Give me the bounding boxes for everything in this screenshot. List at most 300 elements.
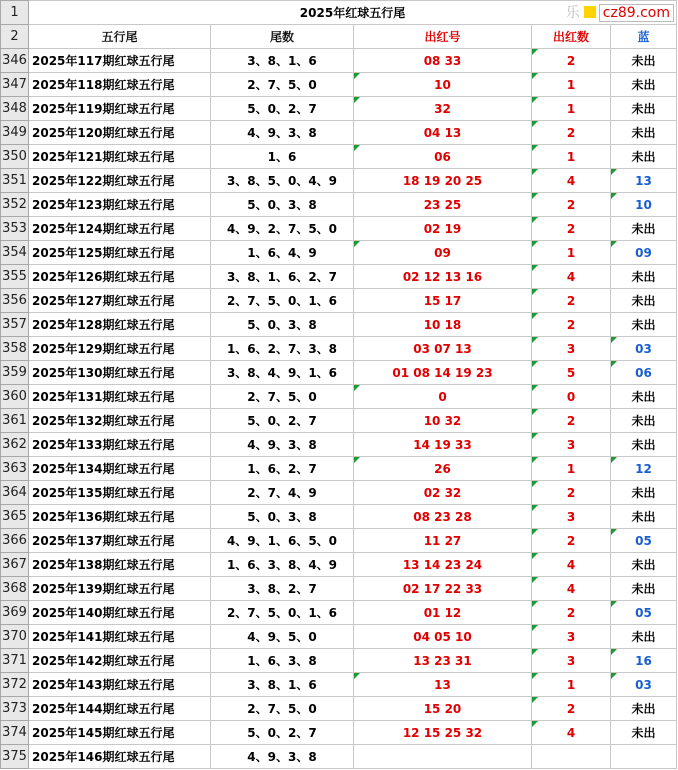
cell-flag-icon — [611, 241, 617, 247]
period-name-cell[interactable] — [29, 553, 211, 577]
tails-cell[interactable] — [211, 697, 354, 721]
red-numbers-cell-text: 04 05 10 — [413, 629, 472, 644]
tails-cell-text: 2、7、5、0 — [247, 78, 317, 92]
blue-cell-text: 未出 — [631, 510, 656, 524]
red-numbers-cell[interactable] — [354, 409, 532, 433]
period-name-cell[interactable] — [29, 745, 211, 769]
row-number-text: 349 — [2, 125, 27, 140]
blue-cell[interactable] — [611, 241, 677, 265]
row-number[interactable] — [1, 529, 29, 553]
blue-cell[interactable] — [611, 697, 677, 721]
blue-cell[interactable] — [611, 553, 677, 577]
tails-cell[interactable] — [211, 73, 354, 97]
red-count-cell-text: 1 — [566, 677, 576, 692]
tails-cell-text: 1、6、3、8、4、9 — [226, 558, 338, 572]
period-name-cell[interactable] — [29, 193, 211, 217]
period-name-cell[interactable] — [29, 697, 211, 721]
blue-cell[interactable] — [611, 289, 677, 313]
period-name-cell[interactable] — [29, 649, 211, 673]
blue-cell-text: 未出 — [631, 270, 656, 284]
period-name-cell[interactable] — [29, 481, 211, 505]
tails-cell-text: 1、6、2、7、3、8 — [226, 342, 338, 356]
period-name-cell[interactable] — [29, 601, 211, 625]
row-number[interactable] — [1, 721, 29, 745]
row-number-text: 366 — [2, 533, 27, 548]
table-row — [1, 265, 677, 289]
tails-cell-text: 4、9、3、8 — [247, 438, 317, 452]
red-count-cell-text: 2 — [566, 533, 576, 548]
blue-cell[interactable] — [611, 361, 677, 385]
blue-cell[interactable] — [611, 433, 677, 457]
tails-cell[interactable] — [211, 433, 354, 457]
blue-cell-text: 未出 — [631, 150, 656, 164]
tails-cell-text: 3、8、2、7 — [247, 582, 317, 596]
tails-cell[interactable] — [211, 505, 354, 529]
red-count-cell[interactable] — [532, 697, 611, 721]
row-number[interactable] — [1, 697, 29, 721]
tails-cell[interactable] — [211, 625, 354, 649]
red-numbers-cell[interactable] — [354, 745, 532, 769]
red-numbers-cell[interactable] — [354, 529, 532, 553]
red-count-cell[interactable] — [532, 577, 611, 601]
red-numbers-cell[interactable] — [354, 457, 532, 481]
table-row — [1, 49, 677, 73]
tails-cell[interactable] — [211, 409, 354, 433]
tails-cell[interactable] — [211, 529, 354, 553]
row-number[interactable] — [1, 337, 29, 361]
blue-cell[interactable] — [611, 745, 677, 769]
period-name-cell[interactable] — [29, 241, 211, 265]
blue-cell-text: 未出 — [631, 726, 656, 740]
cell-flag-icon — [354, 673, 360, 679]
tails-cell[interactable] — [211, 145, 354, 169]
red-count-cell[interactable] — [532, 49, 611, 73]
red-count-cell-text: 4 — [566, 557, 576, 572]
red-numbers-cell[interactable] — [354, 145, 532, 169]
cell-flag-icon — [532, 649, 538, 655]
red-numbers-cell[interactable] — [354, 265, 532, 289]
red-count-cell[interactable] — [532, 313, 611, 337]
blue-cell[interactable] — [611, 217, 677, 241]
red-count-cell[interactable] — [532, 73, 611, 97]
cell-flag-icon — [532, 577, 538, 583]
red-numbers-cell[interactable] — [354, 385, 532, 409]
blue-cell-text: 未出 — [631, 582, 656, 596]
red-count-cell[interactable] — [532, 625, 611, 649]
row-number-text: 357 — [2, 317, 27, 332]
row-number[interactable] — [1, 505, 29, 529]
period-name-cell[interactable] — [29, 337, 211, 361]
red-count-cell[interactable] — [532, 721, 611, 745]
period-name-cell-text: 2025年140期红球五行尾 — [32, 606, 175, 620]
row-number[interactable] — [1, 97, 29, 121]
cell-flag-icon — [532, 697, 538, 703]
row-number[interactable] — [1, 361, 29, 385]
tails-cell-text: 5、0、2、7 — [247, 414, 317, 428]
table-row — [1, 457, 677, 481]
tails-cell[interactable] — [211, 673, 354, 697]
period-name-cell-text: 2025年136期红球五行尾 — [32, 510, 175, 524]
red-count-cell-text: 1 — [566, 101, 576, 116]
period-name-cell-text: 2025年132期红球五行尾 — [32, 414, 175, 428]
blue-cell-text: 未出 — [631, 102, 656, 116]
row-number-text: 361 — [2, 413, 27, 428]
period-name-cell[interactable] — [29, 49, 211, 73]
red-count-cell[interactable] — [532, 745, 611, 769]
red-numbers-cell-text: 02 32 — [423, 485, 462, 500]
tails-cell-text: 1、6、2、7 — [247, 462, 317, 476]
red-count-cell-text: 2 — [566, 197, 576, 212]
tails-cell[interactable] — [211, 193, 354, 217]
blue-cell-text: 未出 — [631, 78, 656, 92]
tails-cell-text: 3、8、1、6 — [247, 678, 317, 692]
blue-cell-text: 13 — [635, 173, 652, 188]
sheet-title[interactable] — [29, 1, 677, 25]
blue-cell[interactable] — [611, 145, 677, 169]
period-name-cell-text: 2025年141期红球五行尾 — [32, 630, 175, 644]
red-numbers-cell[interactable] — [354, 73, 532, 97]
red-numbers-cell-text: 10 32 — [423, 413, 462, 428]
blue-cell[interactable] — [611, 625, 677, 649]
row-number[interactable] — [1, 577, 29, 601]
red-numbers-cell[interactable] — [354, 217, 532, 241]
tails-cell[interactable] — [211, 553, 354, 577]
period-name-cell[interactable] — [29, 721, 211, 745]
red-numbers-cell[interactable] — [354, 49, 532, 73]
red-numbers-cell[interactable] — [354, 433, 532, 457]
tails-cell[interactable] — [211, 481, 354, 505]
blue-cell[interactable] — [611, 385, 677, 409]
period-name-cell[interactable] — [29, 313, 211, 337]
period-name-cell[interactable] — [29, 385, 211, 409]
period-name-cell[interactable] — [29, 361, 211, 385]
tails-cell-text: 1、6、4、9 — [247, 246, 317, 260]
table-row — [1, 313, 677, 337]
row-number-text: 353 — [2, 221, 27, 236]
red-count-cell[interactable] — [532, 265, 611, 289]
cell-flag-icon — [611, 601, 617, 607]
tails-cell[interactable] — [211, 289, 354, 313]
table-row — [1, 73, 677, 97]
red-count-cell[interactable] — [532, 241, 611, 265]
blue-cell-text: 未出 — [631, 702, 656, 716]
red-count-cell[interactable] — [532, 145, 611, 169]
row-number[interactable] — [1, 193, 29, 217]
blue-cell[interactable] — [611, 193, 677, 217]
row-number-text: 352 — [2, 197, 27, 212]
period-name-cell[interactable] — [29, 409, 211, 433]
red-numbers-cell-text: 14 19 33 — [413, 437, 472, 452]
tails-cell[interactable] — [211, 49, 354, 73]
row-number[interactable] — [1, 265, 29, 289]
tails-cell-text: 4、9、1、6、5、0 — [226, 534, 338, 548]
period-name-cell-text: 2025年118期红球五行尾 — [32, 78, 175, 92]
blue-cell[interactable] — [611, 673, 677, 697]
blue-cell[interactable] — [611, 505, 677, 529]
red-numbers-cell-text: 13 — [434, 677, 451, 692]
period-name-cell-text: 2025年122期红球五行尾 — [32, 174, 175, 188]
blue-cell[interactable] — [611, 337, 677, 361]
row-number[interactable] — [1, 241, 29, 265]
row-number[interactable] — [1, 145, 29, 169]
cell-flag-icon — [532, 505, 538, 511]
row-number[interactable] — [1, 433, 29, 457]
blue-cell[interactable] — [611, 721, 677, 745]
red-count-cell-text: 2 — [566, 317, 576, 332]
blue-cell[interactable] — [611, 577, 677, 601]
table-row — [1, 697, 677, 721]
row-number[interactable] — [1, 457, 29, 481]
blue-cell-text: 未出 — [631, 414, 656, 428]
red-count-cell[interactable] — [532, 337, 611, 361]
red-numbers-cell-text: 02 12 13 16 — [402, 269, 483, 284]
red-numbers-cell[interactable] — [354, 241, 532, 265]
red-count-cell[interactable] — [532, 289, 611, 313]
red-count-cell[interactable] — [532, 505, 611, 529]
red-numbers-cell[interactable] — [354, 601, 532, 625]
red-numbers-cell-text: 15 20 — [423, 701, 462, 716]
period-name-cell[interactable] — [29, 121, 211, 145]
red-count-cell[interactable] — [532, 553, 611, 577]
cell-flag-icon — [354, 145, 360, 151]
header-red-count[interactable]: 出红数 — [532, 25, 611, 49]
tails-cell[interactable] — [211, 721, 354, 745]
row-number[interactable] — [1, 313, 29, 337]
red-numbers-cell-text: 13 14 23 24 — [402, 557, 483, 572]
row-number[interactable] — [1, 385, 29, 409]
red-count-cell[interactable] — [532, 649, 611, 673]
blue-cell-text: 未出 — [631, 390, 656, 404]
period-name-cell[interactable] — [29, 433, 211, 457]
tails-cell[interactable] — [211, 361, 354, 385]
blue-cell[interactable] — [611, 121, 677, 145]
blue-cell-text: 03 — [635, 677, 652, 692]
cell-flag-icon — [611, 649, 617, 655]
blue-cell-text: 未出 — [631, 486, 656, 500]
header-blue[interactable]: 蓝 — [611, 25, 677, 49]
row-number-text: 348 — [2, 101, 27, 116]
header-tails[interactable]: 尾数 — [211, 25, 354, 49]
period-name-cell-text: 2025年144期红球五行尾 — [32, 702, 175, 716]
red-count-cell[interactable] — [532, 217, 611, 241]
blue-cell[interactable] — [611, 409, 677, 433]
red-numbers-cell[interactable] — [354, 697, 532, 721]
red-numbers-cell-text: 02 17 22 33 — [402, 581, 483, 596]
table-row — [1, 241, 677, 265]
table-row — [1, 193, 677, 217]
period-name-cell-text: 2025年117期红球五行尾 — [32, 54, 175, 68]
red-numbers-cell[interactable] — [354, 169, 532, 193]
tails-cell[interactable] — [211, 265, 354, 289]
period-name-cell-text: 2025年133期红球五行尾 — [32, 438, 175, 452]
period-name-cell-text: 2025年125期红球五行尾 — [32, 246, 175, 260]
red-numbers-cell[interactable] — [354, 577, 532, 601]
period-name-cell-text: 2025年143期红球五行尾 — [32, 678, 175, 692]
red-count-cell[interactable] — [532, 193, 611, 217]
red-count-cell[interactable] — [532, 97, 611, 121]
red-numbers-cell[interactable] — [354, 193, 532, 217]
red-count-cell-text: 4 — [566, 269, 576, 284]
red-numbers-cell-text: 26 — [434, 461, 451, 476]
row-number[interactable] — [1, 745, 29, 769]
red-count-cell[interactable] — [532, 409, 611, 433]
red-numbers-cell[interactable] — [354, 721, 532, 745]
row-number[interactable] — [1, 601, 29, 625]
row-number[interactable] — [1, 553, 29, 577]
title-text: 2025年红球五行尾 — [299, 6, 406, 20]
tails-cell[interactable] — [211, 337, 354, 361]
period-name-cell[interactable] — [29, 217, 211, 241]
blue-cell[interactable] — [611, 265, 677, 289]
tails-cell[interactable] — [211, 457, 354, 481]
red-numbers-cell[interactable] — [354, 481, 532, 505]
red-numbers-cell[interactable] — [354, 505, 532, 529]
period-name-cell[interactable] — [29, 529, 211, 553]
tails-cell[interactable] — [211, 577, 354, 601]
row-number[interactable]: 1 — [1, 1, 29, 25]
red-numbers-cell-text: 03 07 13 — [413, 341, 472, 356]
row-number-text: 355 — [2, 269, 27, 284]
row-number[interactable] — [1, 49, 29, 73]
row-number[interactable] — [1, 169, 29, 193]
table-row — [1, 673, 677, 697]
row-number[interactable] — [1, 409, 29, 433]
period-name-cell-text: 2025年139期红球五行尾 — [32, 582, 175, 596]
period-name-cell[interactable] — [29, 577, 211, 601]
red-count-cell[interactable] — [532, 433, 611, 457]
red-numbers-cell[interactable] — [354, 553, 532, 577]
red-count-cell-text: 2 — [566, 53, 576, 68]
row-number[interactable] — [1, 625, 29, 649]
row-number[interactable] — [1, 481, 29, 505]
row-number[interactable] — [1, 73, 29, 97]
red-numbers-cell[interactable] — [354, 625, 532, 649]
tails-cell[interactable] — [211, 217, 354, 241]
period-name-cell[interactable] — [29, 145, 211, 169]
table-row — [1, 433, 677, 457]
blue-cell-text: 16 — [635, 653, 652, 668]
blue-cell[interactable] — [611, 73, 677, 97]
cell-flag-icon — [532, 481, 538, 487]
header-red-numbers[interactable]: 出红号 — [354, 25, 532, 49]
row-number[interactable]: 2 — [1, 25, 29, 49]
red-count-cell-text: 4 — [566, 725, 576, 740]
row-number[interactable] — [1, 289, 29, 313]
table-row — [1, 577, 677, 601]
blue-cell[interactable] — [611, 481, 677, 505]
title-row — [1, 1, 677, 25]
red-count-cell[interactable] — [532, 121, 611, 145]
red-numbers-cell-text: 15 17 — [423, 293, 462, 308]
blue-cell[interactable] — [611, 97, 677, 121]
header-wuxingwei[interactable]: 五行尾 — [29, 25, 211, 49]
tails-cell[interactable] — [211, 169, 354, 193]
period-name-cell[interactable] — [29, 457, 211, 481]
row-number[interactable] — [1, 649, 29, 673]
tails-cell-text: 3、8、4、9、1、6 — [226, 366, 338, 380]
red-numbers-cell[interactable] — [354, 121, 532, 145]
red-count-cell[interactable] — [532, 361, 611, 385]
red-count-cell-text: 1 — [566, 149, 576, 164]
blue-cell-text: 未出 — [631, 126, 656, 140]
row-number[interactable] — [1, 673, 29, 697]
tails-cell[interactable] — [211, 385, 354, 409]
tails-cell-text: 2、7、5、0 — [247, 702, 317, 716]
period-name-cell[interactable] — [29, 673, 211, 697]
tails-cell[interactable] — [211, 97, 354, 121]
period-name-cell[interactable] — [29, 625, 211, 649]
red-count-cell[interactable] — [532, 457, 611, 481]
cell-flag-icon — [354, 73, 360, 79]
period-name-cell[interactable] — [29, 97, 211, 121]
tails-cell[interactable] — [211, 121, 354, 145]
tails-cell[interactable] — [211, 313, 354, 337]
red-numbers-cell[interactable] — [354, 649, 532, 673]
tails-cell[interactable] — [211, 745, 354, 769]
red-numbers-cell[interactable] — [354, 361, 532, 385]
cell-flag-icon — [532, 433, 538, 439]
blue-cell[interactable] — [611, 313, 677, 337]
row-number-text: 370 — [2, 629, 27, 644]
tails-cell-text: 5、0、3、8 — [247, 198, 317, 212]
table-row — [1, 505, 677, 529]
red-numbers-cell[interactable] — [354, 313, 532, 337]
red-count-cell[interactable] — [532, 481, 611, 505]
period-name-cell-text: 2025年137期红球五行尾 — [32, 534, 175, 548]
period-name-cell[interactable] — [29, 505, 211, 529]
blue-cell[interactable] — [611, 649, 677, 673]
blue-cell[interactable] — [611, 49, 677, 73]
row-number-text: 362 — [2, 437, 27, 452]
row-number[interactable] — [1, 121, 29, 145]
blue-cell[interactable] — [611, 601, 677, 625]
cell-flag-icon — [532, 193, 538, 199]
period-name-cell[interactable] — [29, 73, 211, 97]
blue-cell[interactable] — [611, 529, 677, 553]
logo-le-text: 乐 — [565, 5, 580, 21]
period-name-cell[interactable] — [29, 289, 211, 313]
tails-cell[interactable] — [211, 241, 354, 265]
cell-flag-icon — [532, 97, 538, 103]
red-numbers-cell[interactable] — [354, 289, 532, 313]
tails-cell[interactable] — [211, 649, 354, 673]
red-numbers-cell-text: 32 — [434, 101, 451, 116]
blue-cell[interactable] — [611, 457, 677, 481]
red-count-cell[interactable] — [532, 529, 611, 553]
red-numbers-cell[interactable] — [354, 673, 532, 697]
blue-cell-text: 未出 — [631, 438, 656, 452]
red-count-cell[interactable] — [532, 385, 611, 409]
red-numbers-cell-text: 18 19 20 25 — [402, 173, 483, 188]
table-row — [1, 721, 677, 745]
red-numbers-cell[interactable] — [354, 337, 532, 361]
row-number[interactable] — [1, 217, 29, 241]
tails-cell-text: 3、8、5、0、4、9 — [226, 174, 338, 188]
red-numbers-cell[interactable] — [354, 97, 532, 121]
blue-cell[interactable] — [611, 169, 677, 193]
period-name-cell-text: 2025年146期红球五行尾 — [32, 750, 175, 764]
red-count-cell[interactable] — [532, 673, 611, 697]
red-count-cell[interactable] — [532, 169, 611, 193]
period-name-cell[interactable] — [29, 169, 211, 193]
blue-cell-text: 03 — [635, 341, 652, 356]
period-name-cell[interactable] — [29, 265, 211, 289]
red-count-cell[interactable] — [532, 601, 611, 625]
table-row — [1, 217, 677, 241]
tails-cell[interactable] — [211, 601, 354, 625]
table-row — [1, 601, 677, 625]
period-name-cell-text: 2025年126期红球五行尾 — [32, 270, 175, 284]
